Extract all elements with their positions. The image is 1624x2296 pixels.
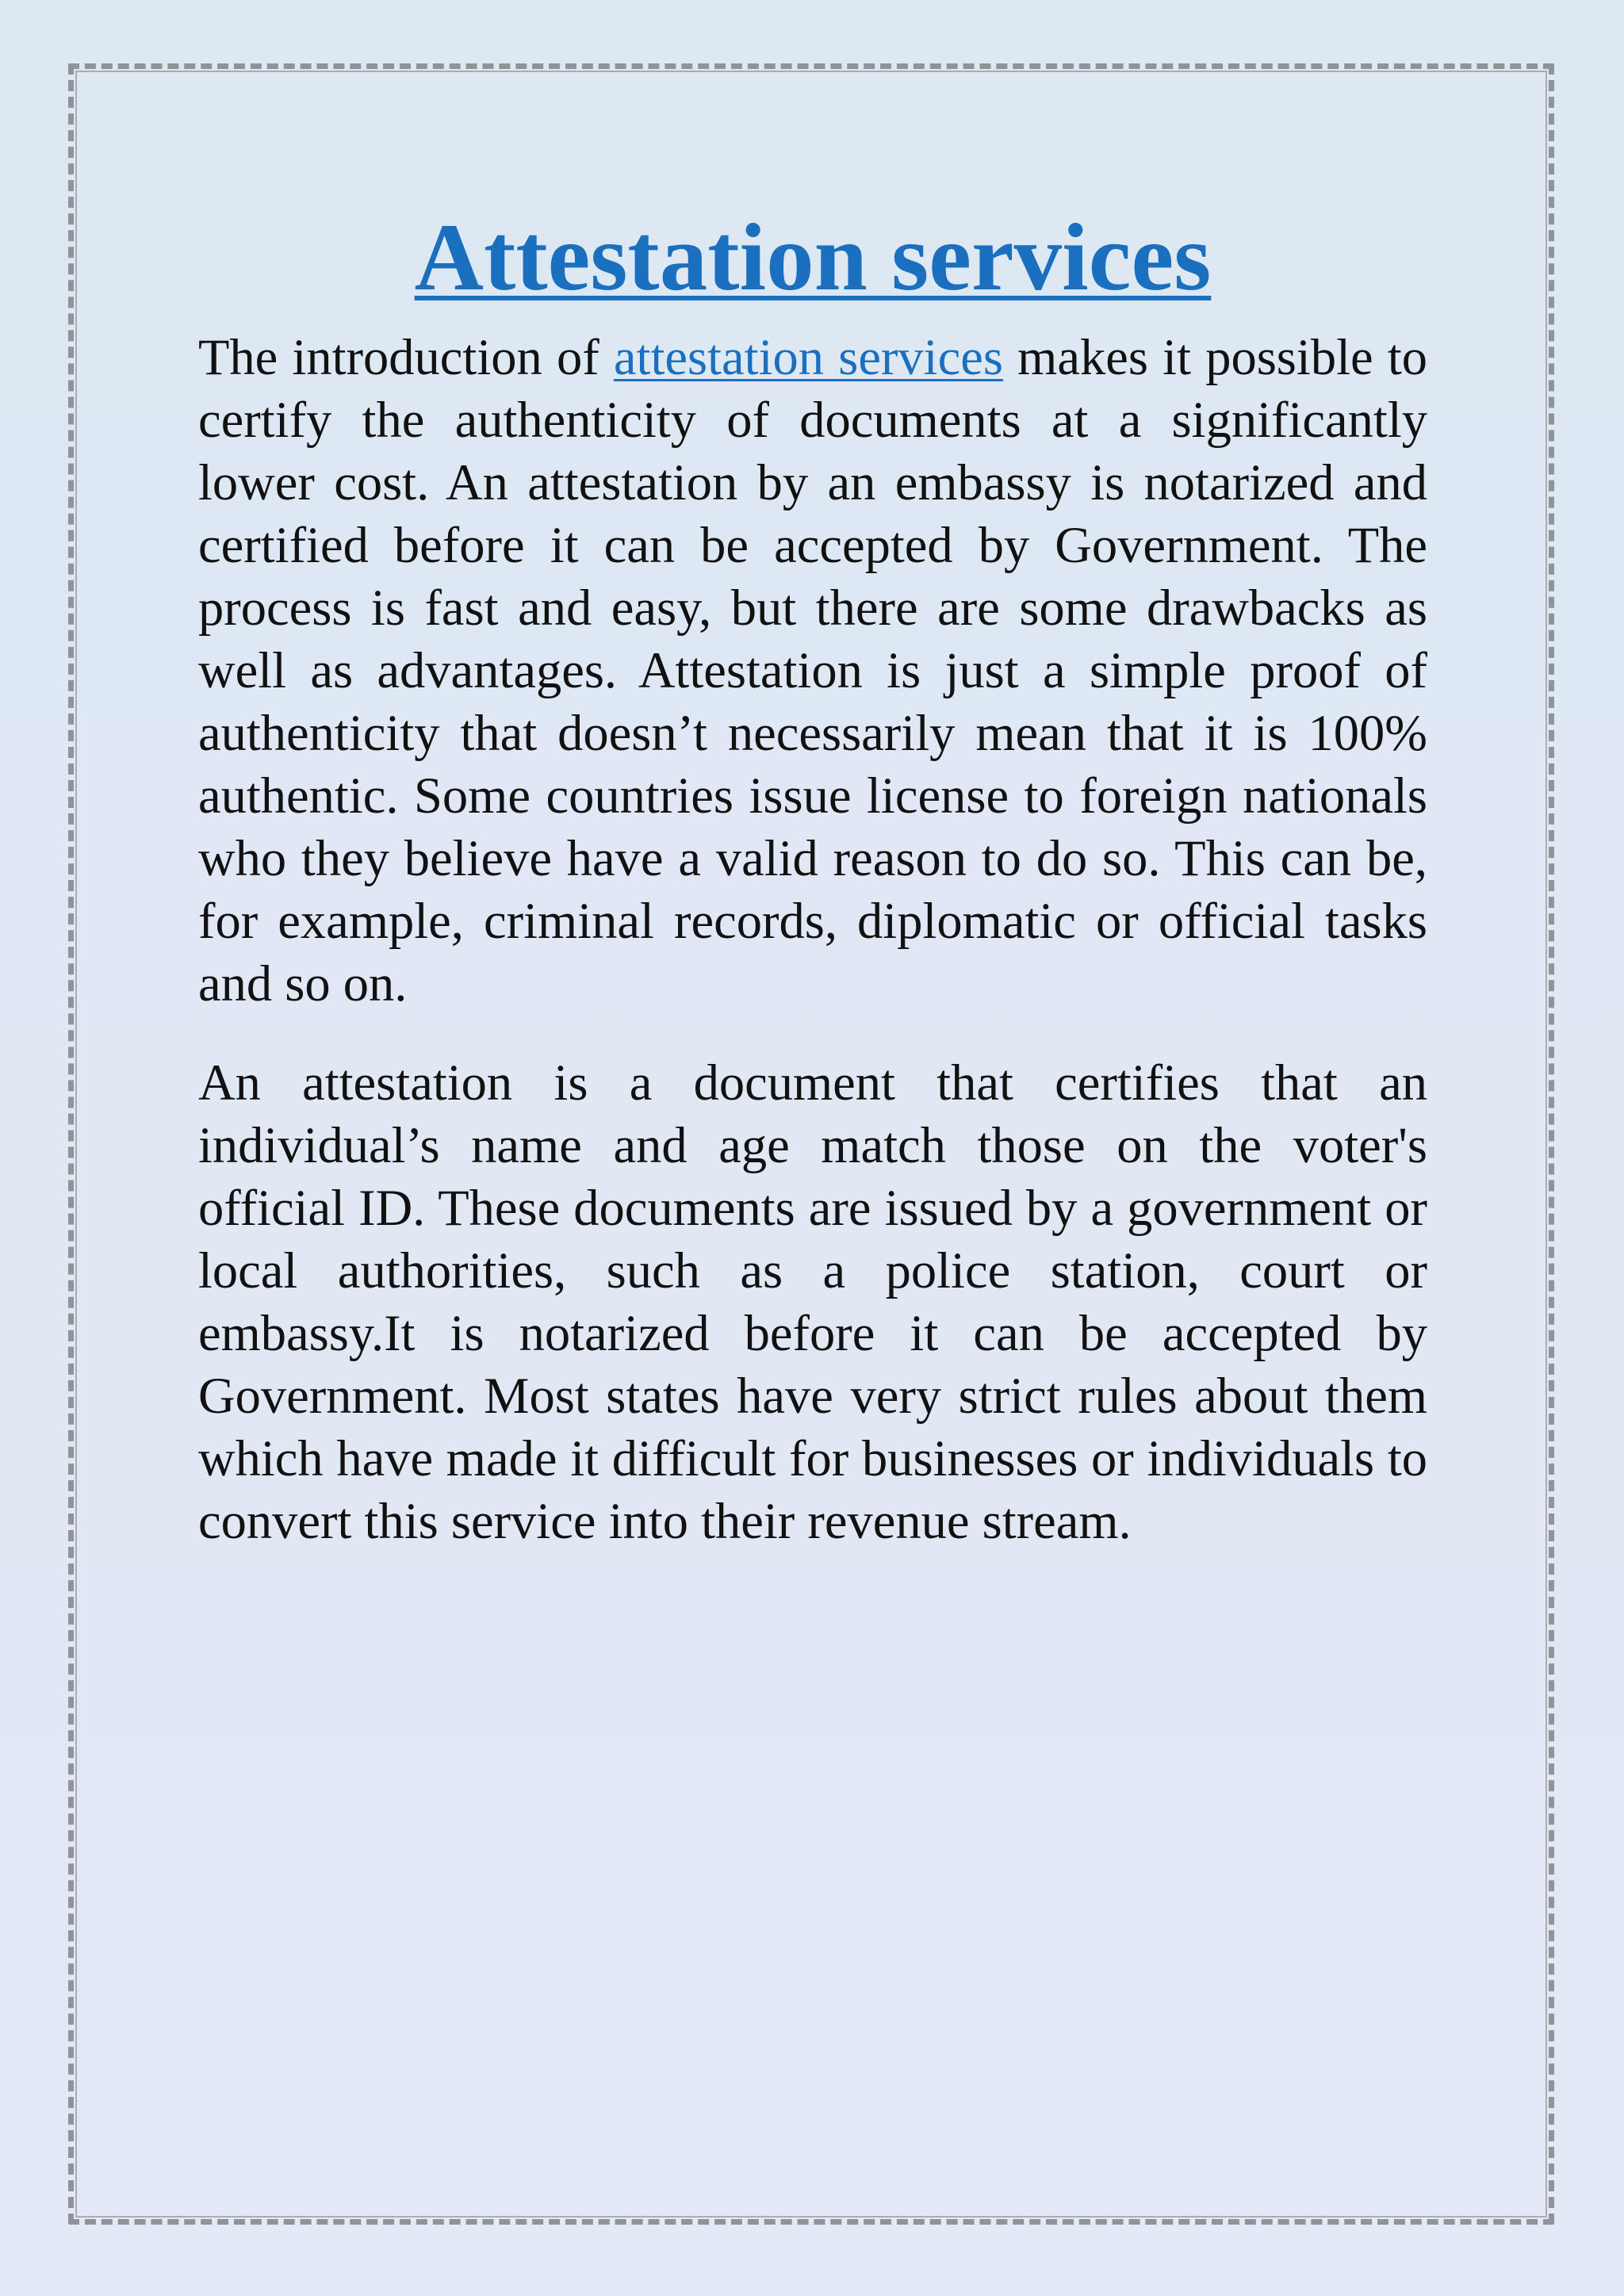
document-content [198,202,1427,1552]
document-title [198,202,1427,313]
document-title-text: Attestation services [414,205,1212,311]
attestation-services-link[interactable]: attestation services [613,329,1003,385]
paragraph-1 [198,326,1427,1015]
paragraph-2: An attestation is a document that certifies that an individual’s name and age match those on the voter's official ID. These documents are issued by a government or local authorities, such as a police station, court or embassy.It is notarized before it can be accepted by Government. Most states have very strict rules about them which have made it difficult for businesses or individuals to convert this service into their revenue stream. [198,1054,1427,1549]
paragraph-1-intro: The introduction of [198,329,614,385]
paragraph-1-body: makes it possible to certify the authenticity of documents at a significantly lower cost. An attestation by an embassy is notarized and certified before it can be accepted by Government. The process is fast and easy, but there are some drawbacks as well as advantages. Attestation is just a simple proof of authenticity that doesn’t necessarily mean that it is 100% authentic. Some countries issue license to foreign nationals who they believe have a valid reason to do so. This can be, for example, criminal records, diplomatic or official tasks and so on. [198,329,1427,1012]
